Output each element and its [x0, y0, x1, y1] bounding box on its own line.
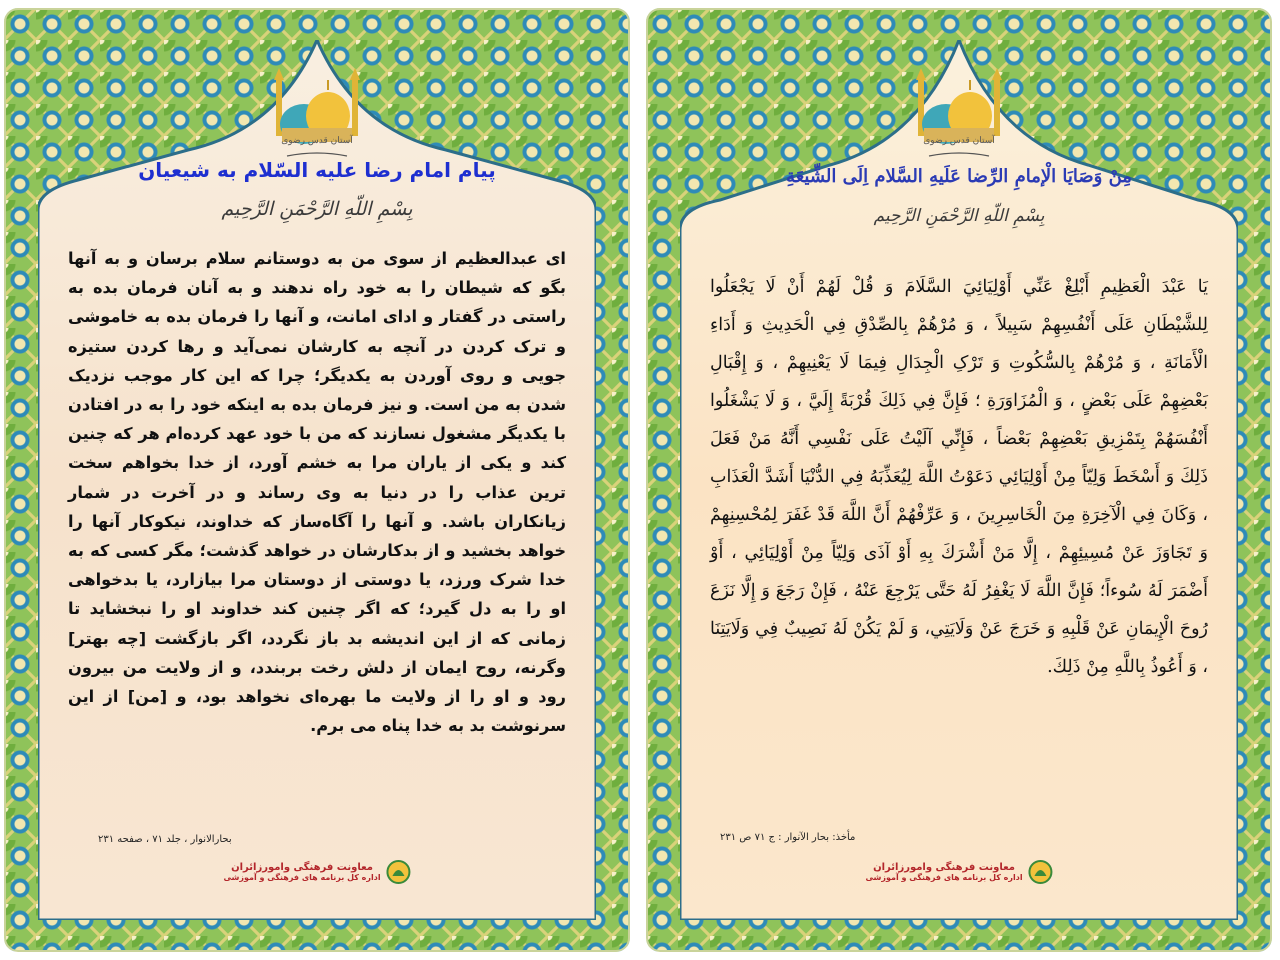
left-inner-frame: [38, 40, 596, 920]
left-bismillah: بِسْمِ اللّهِ الرَّحْمَنِ الرَّحِيم: [221, 198, 413, 220]
right-bismillah: بِسْمِ اللّهِ الرَّحْمَنِ الرَّحِيم: [873, 206, 1045, 226]
left-footer-line2: اداره کل برنامه های فرهنگی و آموزشی: [223, 873, 381, 882]
right-footer-line2: اداره کل برنامه های فرهنگی و آموزشی: [865, 873, 1023, 882]
left-title: پیام امام رضا عليه السّلام به شیعیان: [138, 158, 496, 182]
right-emblem-caption: آستان قدس رضوی: [923, 136, 995, 146]
left-footer-line1: معاونت فرهنگی وامورزائران: [231, 862, 373, 873]
right-source: مأخذ: بحار الآنوار : ج ۷۱ ص ۲۳۱: [720, 832, 856, 843]
shrine-emblem-icon: [904, 66, 1014, 166]
left-source: بحارالانوار ، جلد ۷۱ ، صفحه ۲۳۱: [98, 834, 232, 845]
left-body-text: [68, 244, 566, 740]
organization-logo-icon: [1029, 860, 1053, 884]
left-footer-logo: [223, 860, 410, 884]
right-body-text: [710, 268, 1208, 686]
right-footer-line1: معاونت فرهنگی وامورزائران: [873, 862, 1015, 873]
left-emblem-caption: آستان قدس رضوی: [281, 136, 353, 146]
right-inner-frame: [680, 40, 1238, 920]
right-body-paragraph: يَا عَبْدَ الْعَظِيمِ أَبْلِغْ عَنِّي أَوْلِيَائِيَ السَّلَامَ وَ قُلْ لَهُمْ أَنْ لَا يَجْعَلُوا لِلشَّيْطَانِ عَلَى أَنْفُسِهِمْ سَبِيلاً ، وَ مُرْهُمْ بِالصِّدْقِ فِي الْحَدِيثِ وَ أَدَاءِ الْأَمَانَةِ ، وَ مُرْهُمْ بِالسُّكُوتِ وَ تَرْکِ الْجِدَالِ فِيمَا لَا يَعْنِيهِمْ ، وَ إِقْبَالِ بَعْضِهِمْ عَلَى بَعْضٍ ، وَ الْمُزَاوَرَةِ ؛ فَإِنَّ فِي ذَلِكَ قُرْبَةً إِلَيَّ ، وَ لَا يَشْغَلُوا أَنْفُسَهُمْ بِتَمْزِيقِ بَعْضِهِمْ بَعْضاً ، فَإِنِّي آلَيْتُ عَلَى نَفْسِي أَنَّهُ مَنْ فَعَلَ ذَلِكَ وَ أَسْخَطَ وَلِيّاً مِنْ أَوْلِيَائِي دَعَوْتُ اللَّهَ لِيُعَذِّبَهُ فِي الدُّنْيَا أَشَدَّ الْعَذَابِ ، وَكَانَ فِي الْآخِرَةِ مِنَ الْخَاسِرِينَ ، وَ عَرِّفْهُمْ أَنَّ اللَّهَ قَدْ غَفَرَ لِمُحْسِنِهِمْ وَ تَجَاوَزَ عَنْ مُسِيئِهِمْ ، إِلَّا مَنْ أَشْرَكَ بِهِ أَوْ آذَى وَلِيّاً مِنْ أَوْلِيَائِي ، أَوْ أَضْمَرَ لَهُ سُوءاً؛ فَإِنَّ اللَّهَ لَا يَغْفِرُ لَهُ حَتَّى يَرْجِعَ عَنْهُ ، فَإِنْ رَجَعَ وَ إِلَّا نَزَعَ رُوحَ الْإِيمَانِ عَنْ قَلْبِهِ وَ خَرَجَ عَنْ وَلَايَتِي، وَ لَمْ يَكُنْ لَهُ نَصِيبٌ فِي وَلَايَتِنَا ، وَ أَعُوذُ بِاللَّهِ مِنْ ذَلِكَ.: [710, 277, 1208, 677]
shrine-emblem-icon: [262, 66, 372, 166]
organization-logo-icon: [387, 860, 411, 884]
left-poster: [4, 8, 630, 952]
right-poster: [646, 8, 1272, 952]
right-footer-logo: [865, 860, 1052, 884]
right-title: مِنْ وَصَايَا الْإمامِ الرِّضا عَلَيهِ السَّلام اِلَى الشِّيعَةِ: [786, 166, 1132, 187]
left-body-paragraph: ای عبدالعظیم از سوی من به دوستانم سلام برسان و به آنها بگو که شیطان را به خود راه ندهند و به آنان فرمان بده به راستی در گفتار و ادای امانت، و آنها را فرمان بده به خاموشی و ترک کردن در آنچه به کارشان نمی‌آید و رها کردن ستیزه جویی و روی آوردن به یکدیگر؛ چرا که این کار موجب نزدیک شدن به من است. و نیز فرمان بده به اینکه خود را به در افتادن با یکدیگر مشغول نسازند که من با خود عهد کرده‌ام هر که چنین کند و یکی از یاران مرا به خشم آورد، از خدا بخواهم سخت ترین عذاب را در دنیا به وی رساند و در آخرت در شمار زیانکاران باشد. و آنها را آگاه‌ساز که خداوند، نیکوکار آنها را خواهد بخشید و از بدکارشان در خواهد گذشت؛ مگر کسی که به خدا شرک ورزد، یا دوستی از دوستان مرا بیازارد، یا بدخواهی او را به دل گیرد؛ که اگر چنین کند خداوند او را نبخشاید تا زمانی که از این اندیشه بد باز نگردد، اگر بازگشت [چه بهتر] وگرنه، روح ایمان از دلش رخت بربندد، و از ولایت من بیرون رود و او را از ولایت ما بهره‌ای نخواهد بود، و [من] از این سرنوشت بد به خدا پناه می برم.: [68, 249, 566, 736]
